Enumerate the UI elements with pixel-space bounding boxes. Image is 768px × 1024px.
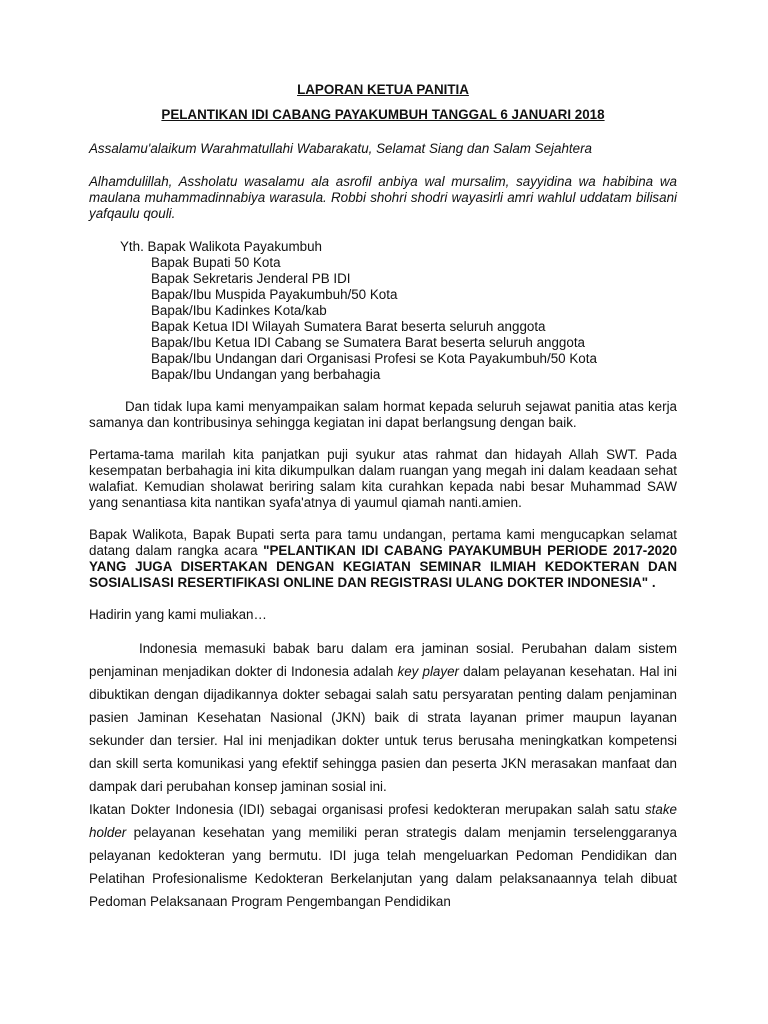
jkn-text-a: Indonesia memasuki babak baru dalam era jaminan sosial. Perubahan dalam sistem penjaminan menjadikan dokter di Indonesia adalah xyxy=(89,641,677,679)
report-title: LAPORAN KETUA PANITIA xyxy=(297,82,469,97)
report-subtitle: PELANTIKAN IDI CABANG PAYAKUMBUH TANGGAL 6 JANUARI 2018 xyxy=(161,107,605,122)
addressee-item: Bapak/Ibu Undangan dari Organisasi Profesi se Kota Payakumbuh/50 Kota xyxy=(151,351,597,366)
greeting: Assalamu'alaikum Warahmatullahi Wabarakatu, Selamat Siang dan Salam Sejahtera xyxy=(89,141,592,156)
idi-text-c: pelayanan kesehatan yang memiliki peran strategis dalam menjamin terselenggaranya pelayanan kedokteran yang bermutu. IDI juga telah mengeluarkan Pedoman Pendidikan dan Pelatihan Profesionalisme Kedokteran Berkelanjutan yang dalam pelaksanaannya telah dibuat Pedoman Pelaksanaan Program Pengembangan Pendidikan xyxy=(89,825,677,909)
paragraph-welcome xyxy=(89,527,677,591)
paragraph-idi xyxy=(89,798,677,913)
paragraph-gratitude: Pertama-tama marilah kita panjatkan puji syukur atas rahmat dan hidayah Allah SWT. Pada kesempatan berbahagia ini kita dikumpulkan dalam ruangan yang megah ini dalam keadaan sehat walafiat. Kemudian sholawat beriring salam kita curahkan kepada nabi besar Muhammad SAW yang senantiasa kita nantikan syafa'atnya di yaumul qiamah nanti.amien. xyxy=(89,447,677,510)
idi-text-stakeholder: stake holder xyxy=(89,802,677,840)
addressee-list xyxy=(120,239,677,383)
event-name: "PELANTIKAN IDI CABANG PAYAKUMBUH PERIODE 2017-2020 YANG JUGA DISERTAKAN DENGAN KEGIATAN SEMINAR ILMIAH KEDOKTERAN DAN SOSIALISASI RESERTIFIKASI ONLINE DAN REGISTRASI ULANG DOKTER INDONESIA" . xyxy=(89,543,678,590)
paragraph-jkn xyxy=(89,637,677,798)
opening-prayer: Alhamdulillah, Assholatu wasalamu ala asrofil anbiya wal mursalim, sayyidina wa habibina wa maulana muhammadinnabiya warasula. Robbi shohri shodri wayasirli amri wahlul uddatam bilisani yafqaulu qouli. xyxy=(89,174,677,221)
jkn-text-key-player: key player xyxy=(397,664,459,679)
audience-address: Hadirin yang kami muliakan… xyxy=(89,607,267,622)
idi-text-a: Ikatan Dokter Indonesia (IDI) sebagai organisasi profesi kedokteran merupakan salah satu xyxy=(89,802,645,817)
addressee-item: Bapak Bupati 50 Kota xyxy=(151,255,281,270)
document-page xyxy=(89,82,677,913)
addressee-item: Bapak Ketua IDI Wilayah Sumatera Barat beserta seluruh anggota xyxy=(151,319,546,334)
jkn-text-c: dalam pelayanan kesehatan. Hal ini dibuktikan dengan dijadikannya dokter sebagai salah satu persyaratan penting dalam penjaminan pasien Jaminan Kesehatan Nasional (JKN) baik di strata layanan primer maupun layanan sekunder dan tersier. Hal ini menjadikan dokter untuk terus berusaha meningkatkan kompetensi dan skill serta komunikasi yang efektif sehingga pasien dan peserta JKN merasakan manfaat dan dampak dari perubahan konsep jaminan sosial ini. xyxy=(89,664,678,794)
paragraph-thanks: Dan tidak lupa kami menyampaikan salam hormat kepada seluruh sejawat panitia atas kerja samanya dan kontribusinya sehingga kegiatan ini dapat berlangsung dengan baik. xyxy=(89,399,677,430)
addressee-item: Bapak Sekretaris Jenderal PB IDI xyxy=(151,271,351,286)
addressee-item: Bapak/Ibu Muspida Payakumbuh/50 Kota xyxy=(151,287,398,302)
welcome-text: Bapak Walikota, Bapak Bupati serta para tamu undangan, pertama kami mengucapkan selamat datang dalam rangka acara xyxy=(89,527,677,558)
addressee-item: Bapak/Ibu Kadinkes Kota/kab xyxy=(151,303,327,318)
addressee-first: Yth. Bapak Walikota Payakumbuh xyxy=(120,239,322,254)
addressee-item: Bapak/Ibu Ketua IDI Cabang se Sumatera Barat beserta seluruh anggota xyxy=(151,335,585,350)
addressee-item: Bapak/Ibu Undangan yang berbahagia xyxy=(151,367,381,382)
